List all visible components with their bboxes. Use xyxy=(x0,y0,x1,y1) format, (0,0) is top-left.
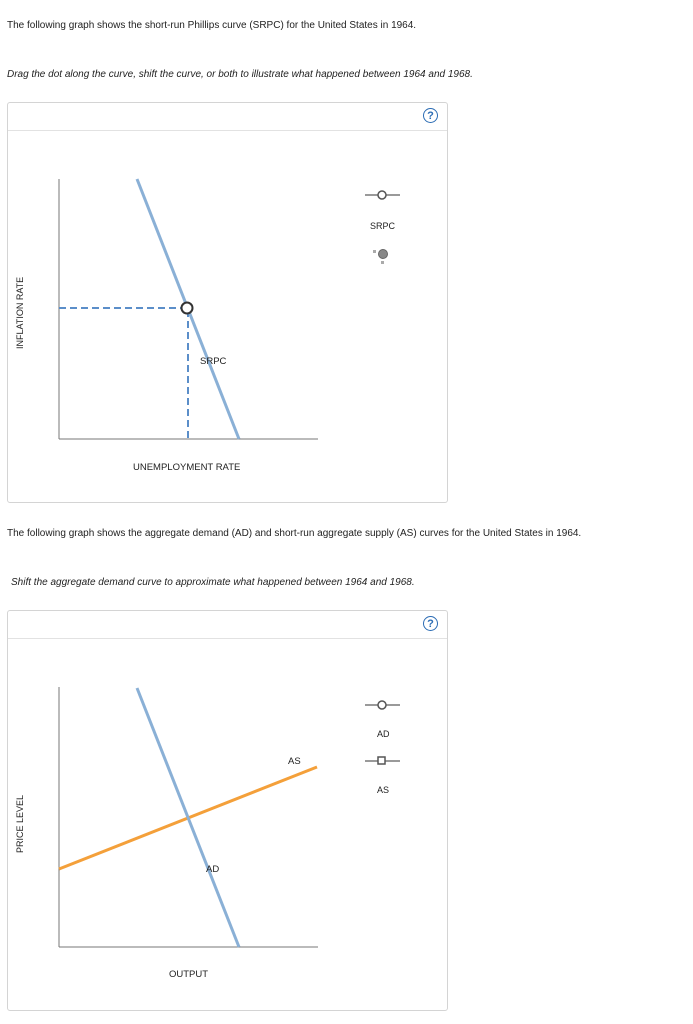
srpc-legend-label: SRPC xyxy=(370,221,396,231)
as-legend-label: AS xyxy=(377,785,390,795)
srpc-legend-tool[interactable] xyxy=(365,191,400,199)
ad-curve[interactable] xyxy=(137,688,239,947)
instruction-phillips: Drag the dot along the curve, shift the curve, or both to illustrate what happened between 1964 and 1968. xyxy=(7,69,473,80)
ad-legend-label: AD xyxy=(377,729,390,739)
x-axis-label: OUTPUT xyxy=(169,969,209,980)
x-axis-label: UNEMPLOYMENT RATE xyxy=(133,462,241,473)
phillips-graph xyxy=(8,103,449,504)
intro-text-phillips: The following graph shows the short-run Phillips curve (SRPC) for the United States in 1964. xyxy=(7,20,417,31)
adas-graph xyxy=(8,611,449,1012)
ad-curve-label: AD xyxy=(206,864,220,875)
help-icon[interactable]: ? xyxy=(423,108,438,123)
srpc-point[interactable] xyxy=(182,303,193,314)
y-axis-label: INFLATION RATE xyxy=(15,276,25,349)
as-curve-label: AS xyxy=(288,756,301,767)
ad-legend-tool[interactable] xyxy=(365,701,400,709)
intro-text-adas: The following graph shows the aggregate demand (AD) and short-run aggregate supply (AS) curves for the United States in 1964. xyxy=(7,528,582,539)
instruction-adas: Shift the aggregate demand curve to approximate what happened between 1964 and 1968. xyxy=(11,577,415,588)
help-icon[interactable]: ? xyxy=(423,616,438,631)
y-axis-label: PRICE LEVEL xyxy=(15,794,25,853)
adas-graph-panel xyxy=(7,610,448,1011)
srpc-curve-label: SRPC xyxy=(200,356,227,367)
point-legend-tool[interactable] xyxy=(373,250,388,265)
as-legend-tool[interactable] xyxy=(365,757,400,764)
phillips-graph-panel xyxy=(7,102,448,503)
